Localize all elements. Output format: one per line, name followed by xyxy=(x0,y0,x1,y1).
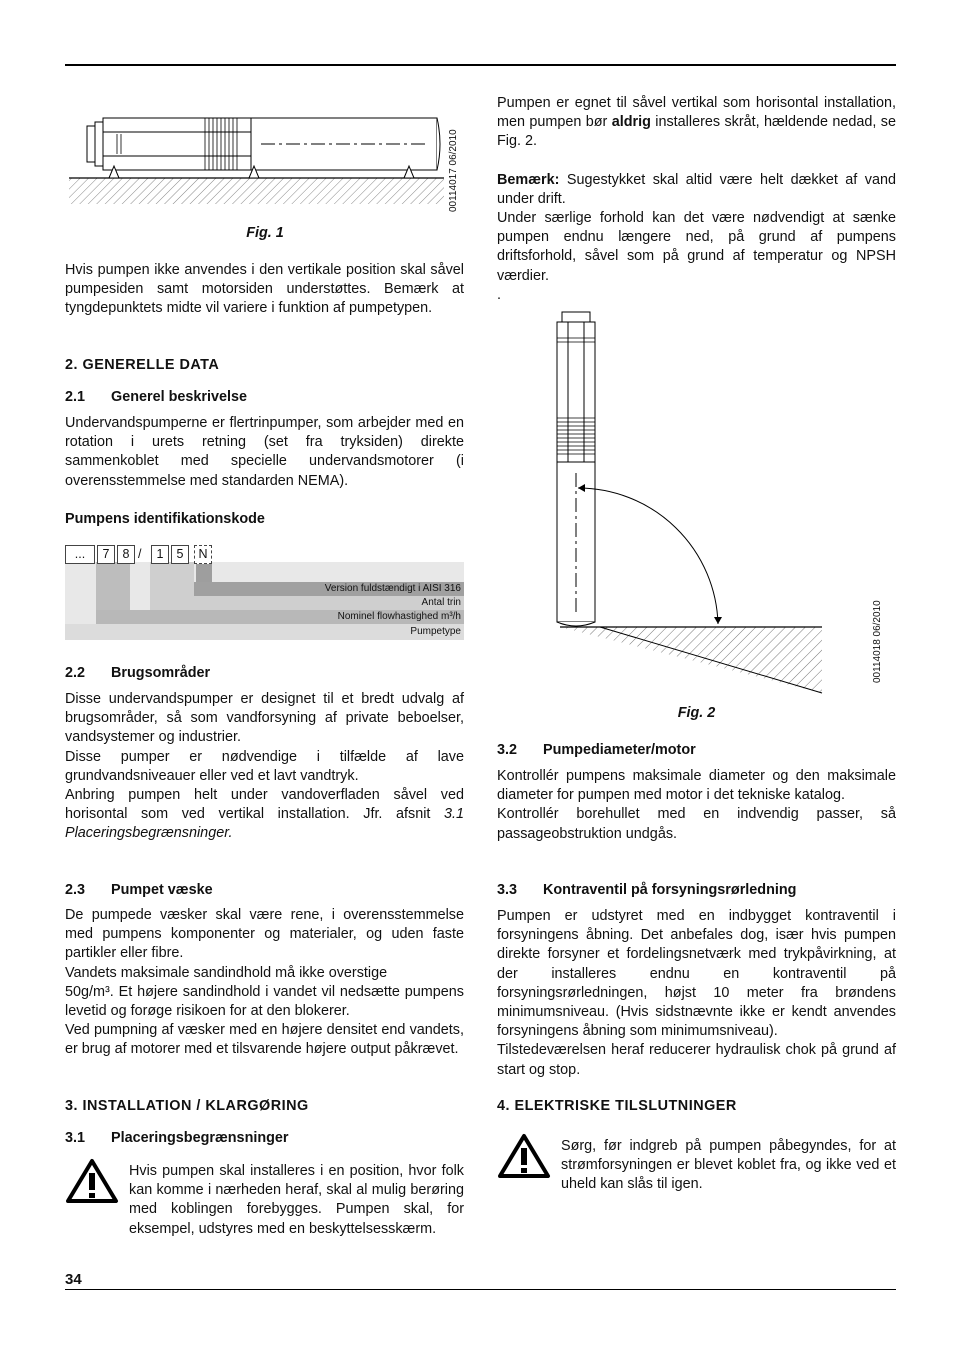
warning-icon xyxy=(65,1157,119,1205)
note-paragraph xyxy=(497,171,896,209)
intro-paragraph: Hvis pumpen ikke anvendes i den vertikale position skal såvel pumpesiden samt motorsiden understøttes. Bemærk at tyngdepunktets midte vil variere i funktion af pumpetypen. xyxy=(65,262,464,317)
code-separator: / xyxy=(138,547,142,561)
section-2-2-heading xyxy=(65,665,210,681)
id-code-title: Pumpens identifikationskode xyxy=(65,511,265,527)
section-number: 2.2 xyxy=(65,665,86,681)
section-3-2-p2: Kontrollér borehullet med en indvendig passer, så passageobstruktion undgås. xyxy=(497,806,896,842)
section-2-2-p3-text: Anbring pumpen helt under vandoverfladen såvel ved horisontal som ved vertikal installation. Jfr. afsnit xyxy=(65,787,464,823)
section-3-2-heading xyxy=(497,742,696,758)
fig2-code: 00114018 06/2010 xyxy=(872,600,883,683)
code-box-flow-2: 8 xyxy=(117,545,135,564)
section-number: 3.2 xyxy=(497,742,518,758)
section-2-3-p2: Vandets maksimale sandindhold må ikke overstige xyxy=(65,964,388,981)
fig1-horizontal-pump-drawing xyxy=(65,108,465,212)
section-2-2-p2: Disse pumper er nødvendige i tilfælde af lave grundvandsniveauer eller ved et lavt vandtryk. xyxy=(65,748,464,784)
section-number: 2.1 xyxy=(65,389,86,405)
section-number: 3.3 xyxy=(497,882,518,898)
section-3-1-warning-text: Hvis pumpen skal installeres i en position, hvor folk kan komme i nærheden heraf, skal al mulig berøring med koblingen forebygges. Pumpen skal, for eksempel, udstyres med en beskyttelsesskærm. xyxy=(129,1163,464,1237)
section-4-warning-text: Sørg, før indgreb på pumpen påbegyndes, for at strømforsyningen er blevet koblet fra, og ikke ved et uheld kan slås til igen. xyxy=(561,1138,896,1193)
section-title: Brugsområder xyxy=(111,665,211,681)
section-3-3-heading xyxy=(497,882,796,898)
section-2-3-p3: 50g/m³. Et højere sandindhold i vandet vil nedsætte pumpens levetid og forøge risikoen for at den blokerer. xyxy=(65,983,464,1020)
section-title: Kontraventil på forsyningsrørledning xyxy=(543,882,797,898)
section-2-2-p3 xyxy=(65,786,464,844)
section-2-3-heading xyxy=(65,882,213,898)
section-2-3-p4: Ved pumpning af væsker med en højere densitet end vandets, er brug af motorer med et tilsvarende højere output påkrævet. xyxy=(65,1022,464,1058)
section-2-1-text: Undervandspumperne er flertrinpumper, som arbejder med en rotation i urets retning (set fra tryksiden) direkte sammenkoblet med specielle undervandsmotorer (i overensstemmelse med standarden NEMA). xyxy=(65,415,464,489)
section-2-1-heading xyxy=(65,389,247,405)
section-number: 3.1 xyxy=(65,1130,86,1146)
fig1-caption: Fig. 1 xyxy=(246,225,284,241)
right-intro-emphasis: aldrig xyxy=(611,114,651,131)
section-number: 2.3 xyxy=(65,882,86,898)
fig2-caption: Fig. 2 xyxy=(677,705,716,721)
code-box-flow-1: 7 xyxy=(97,545,115,564)
fig2-vertical-pump-drawing xyxy=(540,308,830,700)
label-version: Version fuldstændigt i AISI 316 xyxy=(324,583,461,594)
code-box-stages-1: 1 xyxy=(151,545,169,564)
section-2-2-p3-ref: 3.1 Placeringsbegrænsninger. xyxy=(65,806,464,842)
note-text: Sugestykket skal altid være helt dækket af vand under drift. xyxy=(497,171,896,207)
section-3-3-p1: Pumpen er udstyret med en indbygget kontraventil i forsyningens åbning. Det anbefales dog, især hvis pumpen direkte forsyner et fordelingsnetværk med trykpåvirkning, at der installeres endnu en kontraventil på forsyningsrørledningen, højst 10 meter fra brøndens minimumsniveau. (Hvis sidstnævnte ikke er kendt anvendes forsyningens åbning som minimumsniveau). xyxy=(497,908,896,1040)
section-title: Pumpediameter/motor xyxy=(543,742,696,758)
section-2-3-p1: De pumpede væsker skal være rene, i overensstemmelse med pumpens komponenter og materialer, og uden faste partikler eller fibre. xyxy=(65,907,464,962)
band-version xyxy=(196,562,212,582)
section-3-heading: 3. INSTALLATION / KLARGØRING xyxy=(65,1098,309,1114)
section-2-2-p1: Disse undervandspumper er designet til et bredt udvalg af brugsområder, så som vandforsyning af private beboelser, vandsystemer og industrier. xyxy=(65,691,464,746)
page-number: 34 xyxy=(65,1271,82,1288)
note-label: Bemærk: xyxy=(497,171,560,188)
right-intro-text-end: installeres skråt, hældende nedad, se Fig. 2. xyxy=(497,114,896,150)
section-title: Pumpet væske xyxy=(111,882,213,898)
right-dot: . xyxy=(497,286,501,303)
section-3-3-p2: Tilstedeværelsen heraf reducerer hydraulisk chok på grund af start og stop. xyxy=(497,1042,896,1078)
label-stages: Antal trin xyxy=(421,597,461,608)
section-title: Generel beskrivelse xyxy=(111,389,248,405)
section-3-1-heading xyxy=(65,1130,289,1146)
section-title: Placeringsbegrænsninger xyxy=(111,1130,289,1146)
label-pumptype: Pumpetype xyxy=(410,626,461,637)
footer-rule xyxy=(65,1289,896,1290)
label-flow: Nominel flowhastighed m³/h xyxy=(337,611,461,622)
right-paragraph-2: Under særlige forhold kan det være nødvendigt at sænke pumpen endnu længere ned, på grund af pumpens driftsforhold, såvel som på grund af temperatur og NPSH værdier. xyxy=(497,210,896,284)
warning-icon xyxy=(497,1132,551,1180)
right-intro-text: Pumpen er egnet til såvel vertikal som horisontal installation, men pumpen bør xyxy=(497,95,896,131)
code-box-pumptype: ... xyxy=(65,545,95,564)
section-4-heading: 4. ELEKTRISKE TILSLUTNINGER xyxy=(497,1098,737,1114)
code-box-stages-2: 5 xyxy=(171,545,189,564)
fig1-code: 00114017 06/2010 xyxy=(448,129,459,212)
right-intro-paragraph xyxy=(497,94,896,152)
header-rule xyxy=(65,64,896,66)
section-2-heading: 2. GENERELLE DATA xyxy=(65,357,220,373)
section-3-2-p1: Kontrollér pumpens maksimale diameter og den maksimale diameter for pumpen med motor i det tekniske katalog. xyxy=(497,768,896,804)
code-box-version: N xyxy=(194,545,212,564)
